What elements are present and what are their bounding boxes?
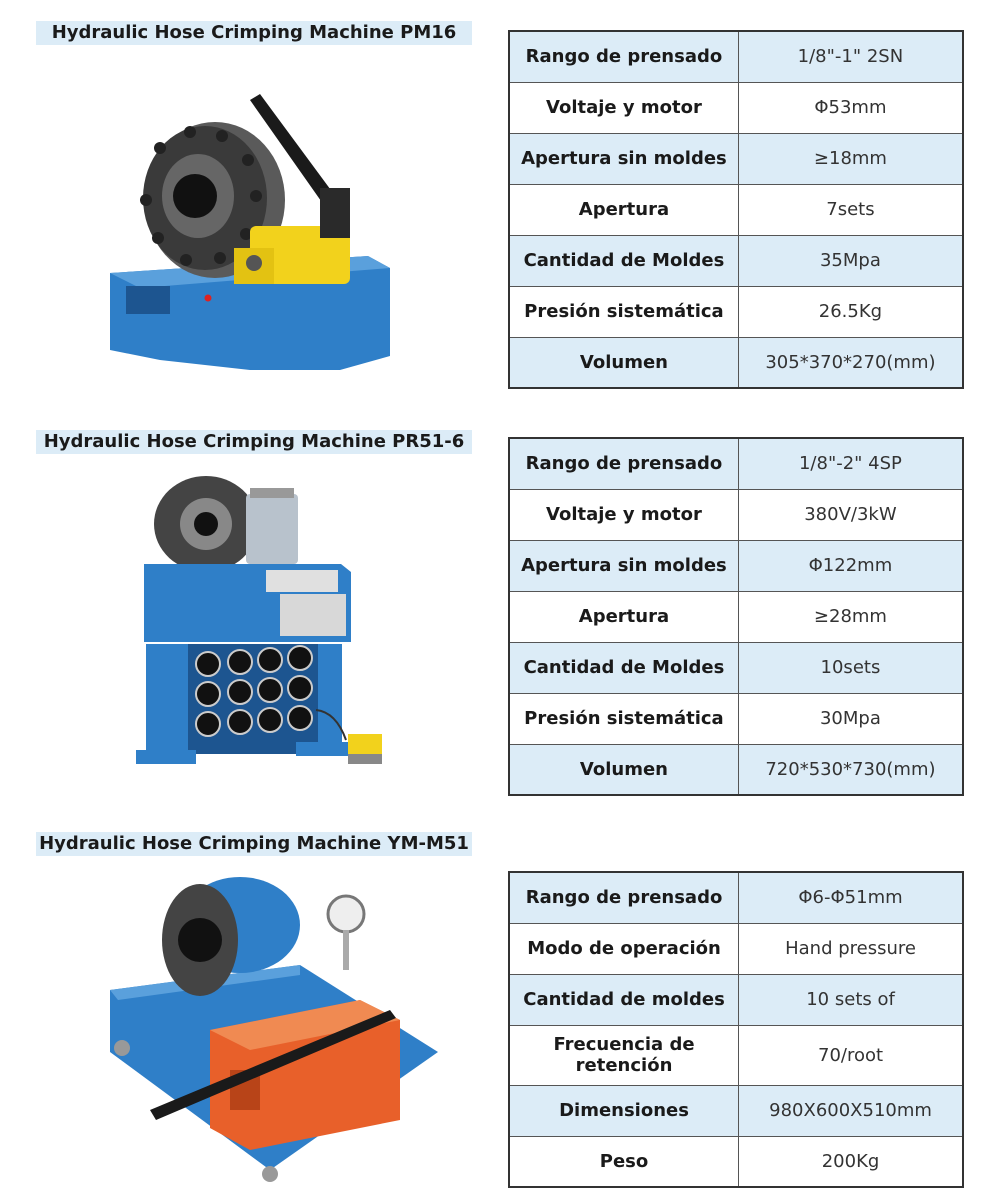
spec-row [509, 693, 963, 744]
spec-value: 30Mpa [738, 693, 963, 744]
spec-label: Rango de prensado [509, 31, 738, 82]
spec-value: 70/root [739, 1025, 963, 1085]
spec-value: 1/8"-2" 4SP [738, 438, 963, 489]
spec-label: Apertura sin moldes [509, 540, 738, 591]
spec-label: Peso [509, 1136, 739, 1187]
spec-row [509, 872, 963, 923]
cabinet-crimper-icon [136, 472, 396, 782]
spec-label: Cantidad de Moldes [509, 642, 738, 693]
spec-value: 720*530*730(mm) [738, 744, 963, 795]
spec-value: 10sets [738, 642, 963, 693]
spec-value: ≥18mm [738, 133, 963, 184]
spec-table-ym-m51 [508, 871, 964, 1188]
spec-value: Hand pressure [739, 923, 963, 974]
spec-label: Volumen [509, 744, 738, 795]
spec-row [509, 184, 963, 235]
spec-value: Φ6-Φ51mm [739, 872, 963, 923]
spec-value: 7sets [738, 184, 963, 235]
spec-label: Presión sistemática [509, 286, 738, 337]
spec-value: 10 sets of [739, 974, 963, 1025]
spec-row [509, 1085, 963, 1136]
spec-row [509, 1136, 963, 1187]
spec-row [509, 31, 963, 82]
spec-row [509, 489, 963, 540]
spec-value: Φ53mm [738, 82, 963, 133]
spec-label: Apertura sin moldes [509, 133, 738, 184]
spec-row [509, 591, 963, 642]
spec-table-pm16 [508, 30, 964, 389]
spec-row [509, 438, 963, 489]
spec-value: 980X600X510mm [739, 1085, 963, 1136]
spec-table-pr51-6 [508, 437, 964, 796]
spec-value: 35Mpa [738, 235, 963, 286]
spec-row [509, 744, 963, 795]
spec-row [509, 82, 963, 133]
spec-label: Presión sistemática [509, 693, 738, 744]
spec-row [509, 974, 963, 1025]
spec-label: Cantidad de Moldes [509, 235, 738, 286]
spec-label: Modo de operación [509, 923, 739, 974]
spec-row [509, 642, 963, 693]
spec-label: Apertura [509, 591, 738, 642]
spec-label: Dimensiones [509, 1085, 739, 1136]
spec-label: Frecuencia de retención [509, 1025, 739, 1085]
spec-label: Voltaje y motor [509, 489, 738, 540]
spec-row [509, 286, 963, 337]
hand-pump-crimper-icon [100, 88, 400, 378]
spec-row [509, 923, 963, 974]
spec-value: Φ122mm [738, 540, 963, 591]
spec-row [509, 540, 963, 591]
spec-value: 305*370*270(mm) [738, 337, 963, 388]
spec-row [509, 337, 963, 388]
spec-value: 200Kg [739, 1136, 963, 1187]
spec-value: ≥28mm [738, 591, 963, 642]
spec-row [509, 1025, 963, 1085]
spec-value: 1/8"-1" 2SN [738, 31, 963, 82]
spec-label: Voltaje y motor [509, 82, 738, 133]
machine-title-ym-m51: Hydraulic Hose Crimping Machine YM-M51 [36, 832, 472, 856]
spec-value: 380V/3kW [738, 489, 963, 540]
spec-label: Volumen [509, 337, 738, 388]
manual-crimper-with-gauge-icon [100, 870, 450, 1190]
spec-value: 26.5Kg [738, 286, 963, 337]
spec-label: Cantidad de moldes [509, 974, 739, 1025]
spec-row [509, 235, 963, 286]
spec-label: Rango de prensado [509, 872, 739, 923]
machine-title-pr51-6: Hydraulic Hose Crimping Machine PR51-6 [36, 430, 472, 454]
spec-row [509, 133, 963, 184]
spec-label: Rango de prensado [509, 438, 738, 489]
machine-title-pm16: Hydraulic Hose Crimping Machine PM16 [36, 21, 472, 45]
spec-label: Apertura [509, 184, 738, 235]
